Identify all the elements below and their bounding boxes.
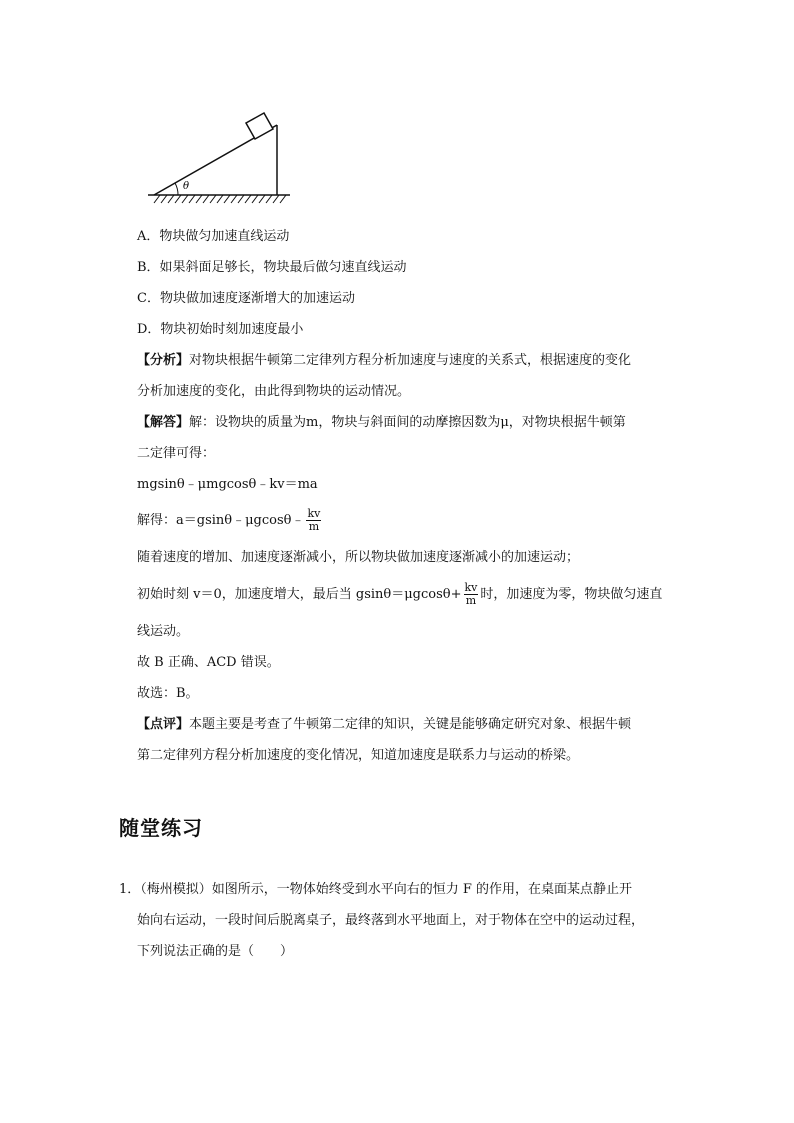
equation-1: mgsinθ﹣μmgcosθ﹣kv＝ma bbox=[137, 477, 318, 492]
fraction-kv-m-2 bbox=[464, 582, 479, 607]
block bbox=[246, 113, 273, 139]
comment-text-1: 本题主要是考查了牛顿第二定律的知识，关键是能够确定研究对象、根据牛顿 bbox=[189, 717, 632, 732]
analysis-tag: 【分析】 bbox=[137, 353, 190, 368]
fraction-kv-m bbox=[306, 508, 321, 533]
analysis-line-2: 分析加速度的变化，由此得到物块的运动情况。 bbox=[137, 384, 411, 399]
section-heading: 随堂练习 bbox=[119, 816, 203, 840]
option-b: B．如果斜面足够长，物块最后做匀速直线运动 bbox=[137, 260, 407, 275]
solution-line-4-prefix: 初始时刻 v＝0，加速度增大，最后当 gsinθ＝μgcosθ+ bbox=[137, 587, 462, 602]
angle-label: θ bbox=[183, 181, 190, 192]
analysis-text-1: 对物块根据牛顿第二定律列方程分析加速度与速度的关系式，根据速度的变化 bbox=[189, 353, 632, 368]
angle-arc bbox=[175, 183, 178, 195]
exercise-line-3: 下列说法正确的是（ ） bbox=[137, 944, 294, 959]
ground-hatching bbox=[154, 195, 286, 203]
solution-tag: 【解答】 bbox=[137, 415, 190, 430]
solution-line-7: 故选：B。 bbox=[137, 686, 199, 701]
fraction-denominator-2: m bbox=[465, 594, 477, 607]
solution-text-1: 解：设物块的质量为m，物块与斜面间的动摩擦因数为μ，对物块根据牛顿第 bbox=[189, 415, 626, 430]
equation-2-prefix: 解得：a＝gsinθ﹣μgcosθ﹣ bbox=[137, 513, 305, 528]
comment-line-2: 第二定律列方程分析加速度的变化情况，知道加速度是联系力与运动的桥梁。 bbox=[137, 748, 580, 763]
equation-2 bbox=[137, 508, 323, 533]
fraction-numerator-2: kv bbox=[464, 581, 478, 594]
fraction-denominator: m bbox=[308, 520, 320, 533]
option-d: D．物块初始时刻加速度最小 bbox=[137, 322, 304, 337]
incline-diagram bbox=[140, 105, 300, 210]
exercise-line-2: 始向右运动，一段时间后脱离桌子，最终落到水平地面上，对于物体在空中的运动过程， bbox=[137, 913, 645, 928]
solution-line-6: 故 B 正确、ACD 错误。 bbox=[137, 655, 280, 670]
exercise-line-1: 1．（梅州模拟）如图所示，一物体始终受到水平向右的恒力 F 的作用，在桌面某点静止开 bbox=[119, 882, 633, 897]
solution-line-4 bbox=[137, 582, 662, 607]
comment-tag: 【点评】 bbox=[137, 717, 190, 732]
comment-line-1 bbox=[137, 715, 631, 735]
option-c: C．物块做加速度逐渐增大的加速运动 bbox=[137, 291, 355, 306]
solution-line-3: 随着速度的增加、加速度逐渐减小，所以物块做加速度逐渐减小的加速运动； bbox=[137, 550, 580, 565]
solution-line-5: 线运动。 bbox=[137, 624, 190, 639]
solution-line-2: 二定律可得： bbox=[137, 446, 216, 461]
solution-line-4-suffix: 时，加速度为零，物块做匀速直 bbox=[480, 587, 663, 602]
option-a: A．物块做匀加速直线运动 bbox=[137, 229, 290, 244]
fraction-numerator: kv bbox=[307, 507, 321, 520]
solution-line-1 bbox=[137, 413, 626, 433]
analysis-line-1 bbox=[137, 351, 631, 371]
